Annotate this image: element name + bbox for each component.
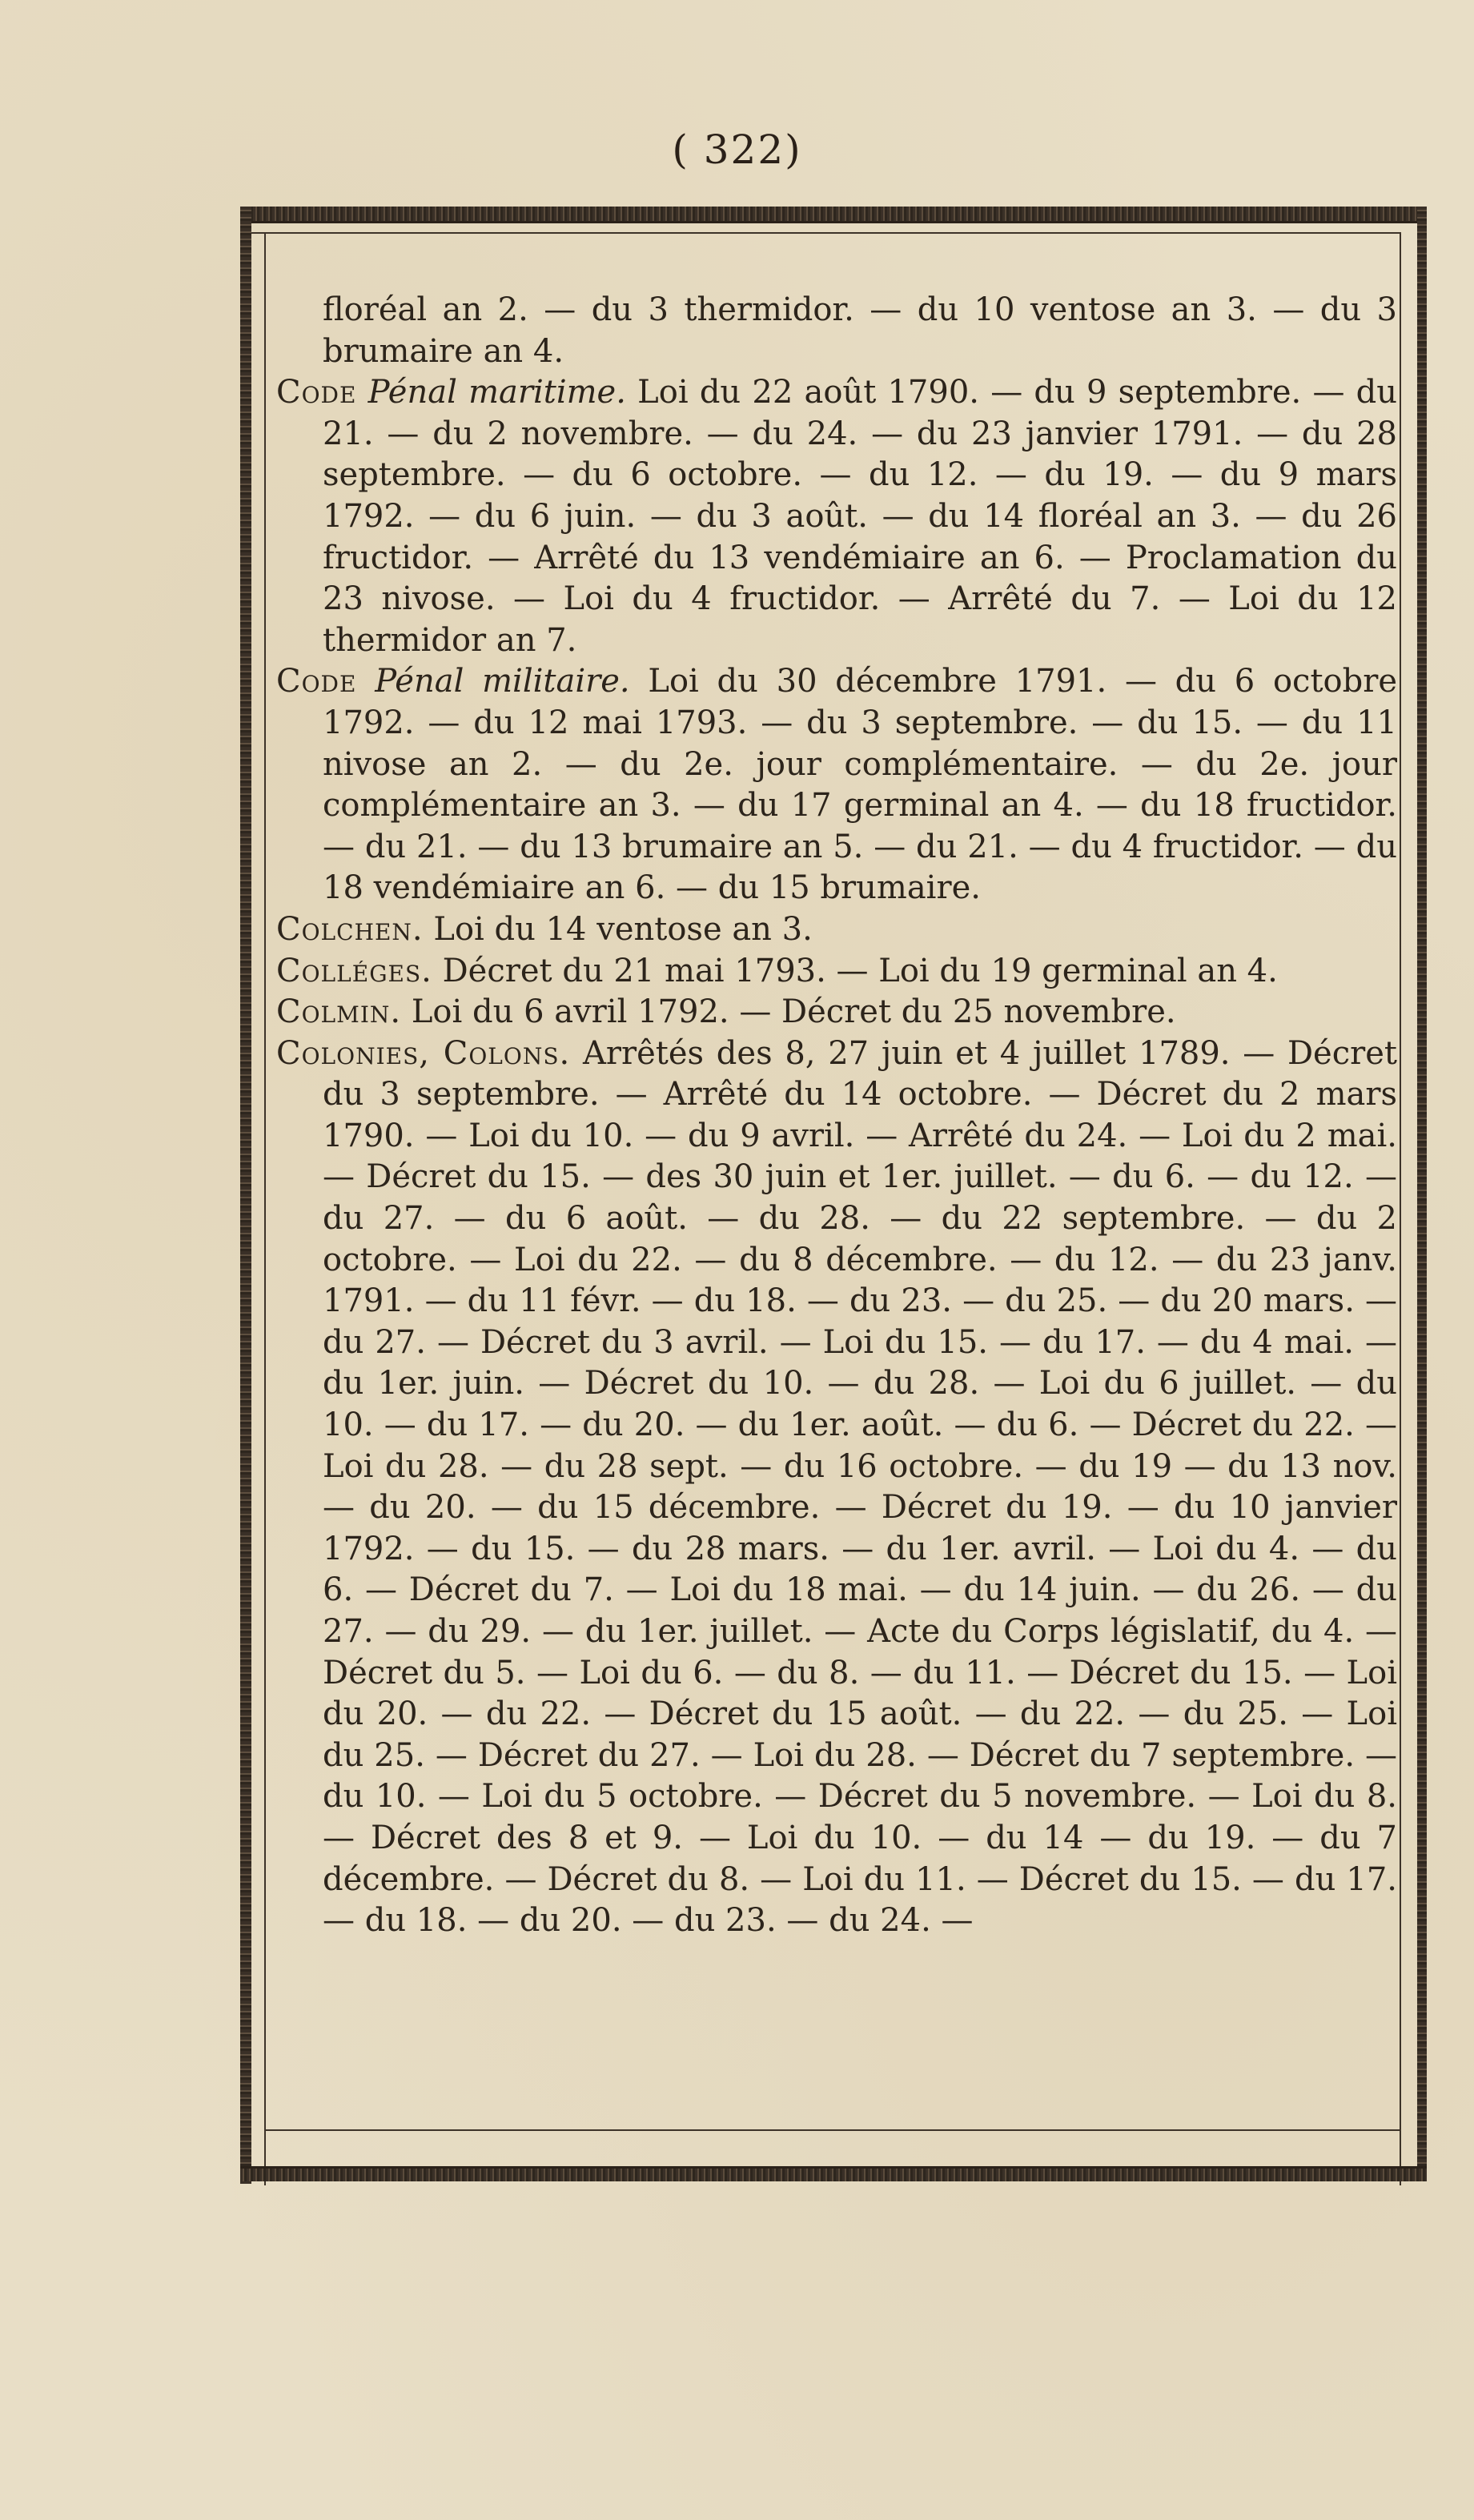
- entry-headword: Colonies, Colons.: [276, 1034, 571, 1072]
- frame-left-border: [240, 207, 251, 2184]
- frame-bottom-rule: [264, 2129, 1401, 2131]
- index-entry-code-penal-militaire: [276, 661, 1397, 909]
- frame-bottom-border: [240, 2166, 1427, 2181]
- frame-top-rule: [244, 232, 1401, 234]
- entry-headword-italic: Pénal militaire.: [375, 663, 630, 700]
- entry-headword: Code: [276, 663, 357, 700]
- entry-text: Arrêtés des 8, 27 juin et 4 juillet 1789. — Décret du 3 septembre. — Arrêté du 14 octobre. — Décret du 2 mars 1790. — Loi du 10. — du 9 avril. — Arrêté du 24. — Loi du 2 mai. — Décret du 15. — des 30 juin et 1er. juillet. — du 6. — du 12. — du 27. — du 6 août. — du 28. — du 22 septembre. — du 2 octobre. — Loi du 22. — du 8 décembre. — du 12. — du 23 janv. 1791. — du 11 févr. — du 18. — du 23. — du 25. — du 20 mars. — du 27. — Décret du 3 avril. — Loi du 15. — du 17. — du 4 mai. — du 1er. juin. — Décret du 10. — du 28. — Loi du 6 juillet. — du 10. — du 17. — du 20. — du 1er. août. — du 6. — Décret du 22. — Loi du 28. — du 28 sept. — du 16 octobre. — du 19 — du 13 nov. — du 20. — du 15 décembre. — Décret du 19. — du 10 janvier 1792. — du 15. — du 28 mars. — du 1er. avril. — Loi du 4. — du 6. — Décret du 7. — Loi du 18 mai. — du 14 juin. — du 26. — du 27. — du 29. — du 1er. juillet. — Acte du Corps législatif, du 4. — Décret du 5. — Loi du 6. — du 8. — du 11. — Décret du 15. — Loi du 20. — du 22. — Décret du 15 août. — du 22. — du 25. — Loi du 25. — Décret du 27. — Loi du 28. — Décret du 7 septembre. — du 10. — Loi du 5 octobre. — Décret du 5 novembre. — Loi du 8. — Décret des 8 et 9. — Loi du 10. — du 14 — du 19. — du 7 décembre. — Décret du 8. — Loi du 11. — Décret du 15. — du 17. — du 18. — du 20. — du 23. — du 24. —: [323, 1034, 1397, 1940]
- frame-top-border: [240, 207, 1425, 223]
- entry-text: Loi du 30 décembre 1791. — du 6 octobre 1792. — du 12 mai 1793. — du 3 septembre. — du 15. — du 11 nivose an 2. — du 2e. jour complémentaire. — du 2e. jour complémentaire an 3. — du 17 germinal an 4. — du 18 fructidor. — du 21. — du 13 brumaire an 5. — du 21. — du 4 fructidor. — du 18 vendémiaire an 6. — du 15 brumaire.: [323, 663, 1398, 907]
- entry-text: floréal an 2. — du 3 thermidor. — du 10 ventose an 3. — du 3 brumaire an 4.: [323, 291, 1397, 370]
- frame-right-rule: [1400, 232, 1401, 2185]
- frame-right-border: [1417, 207, 1427, 2176]
- page-number: ( 322): [672, 126, 802, 173]
- entry-headword: Colmin.: [276, 993, 402, 1031]
- entry-headword: Colléges.: [276, 952, 432, 989]
- entry-headword: Code: [276, 374, 357, 411]
- entry-text: Loi du 22 août 1790. — du 9 septembre. — du 21. — du 2 novembre. — du 24. — du 23 janvier 1791. — du 28 septembre. — du 6 octobre. — du 12. — du 19. — du 9 mars 1792. — du 6 juin. — du 3 août. — du 14 floréal an 3. — du 26 fructidor. — Arrêté du 13 vendémiaire an 6. — Proclamation du 23 nivose. — Loi du 4 fructidor. — Arrêté du 7. — Loi du 12 thermidor an 7.: [323, 374, 1398, 659]
- index-entry-colleges: [276, 951, 1397, 993]
- index-entry-code-penal-maritime: [276, 372, 1397, 661]
- entry-text: Loi du 14 ventose an 3.: [433, 910, 813, 948]
- index-entry-continuation: [276, 290, 1397, 372]
- index-entry-colonies: [276, 1033, 1397, 1942]
- index-entry-colchen: [276, 909, 1397, 951]
- entry-text: Décret du 21 mai 1793. — Loi du 19 germinal an 4.: [442, 952, 1278, 989]
- entry-text: Loi du 6 avril 1792. — Décret du 25 novembre.: [411, 993, 1176, 1031]
- entry-headword-italic: Pénal maritime.: [367, 374, 626, 411]
- frame-left-rule: [264, 232, 266, 2185]
- index-entry-colmin: [276, 992, 1397, 1033]
- entry-headword: Colchen.: [276, 910, 424, 948]
- index-text: [276, 290, 1397, 1942]
